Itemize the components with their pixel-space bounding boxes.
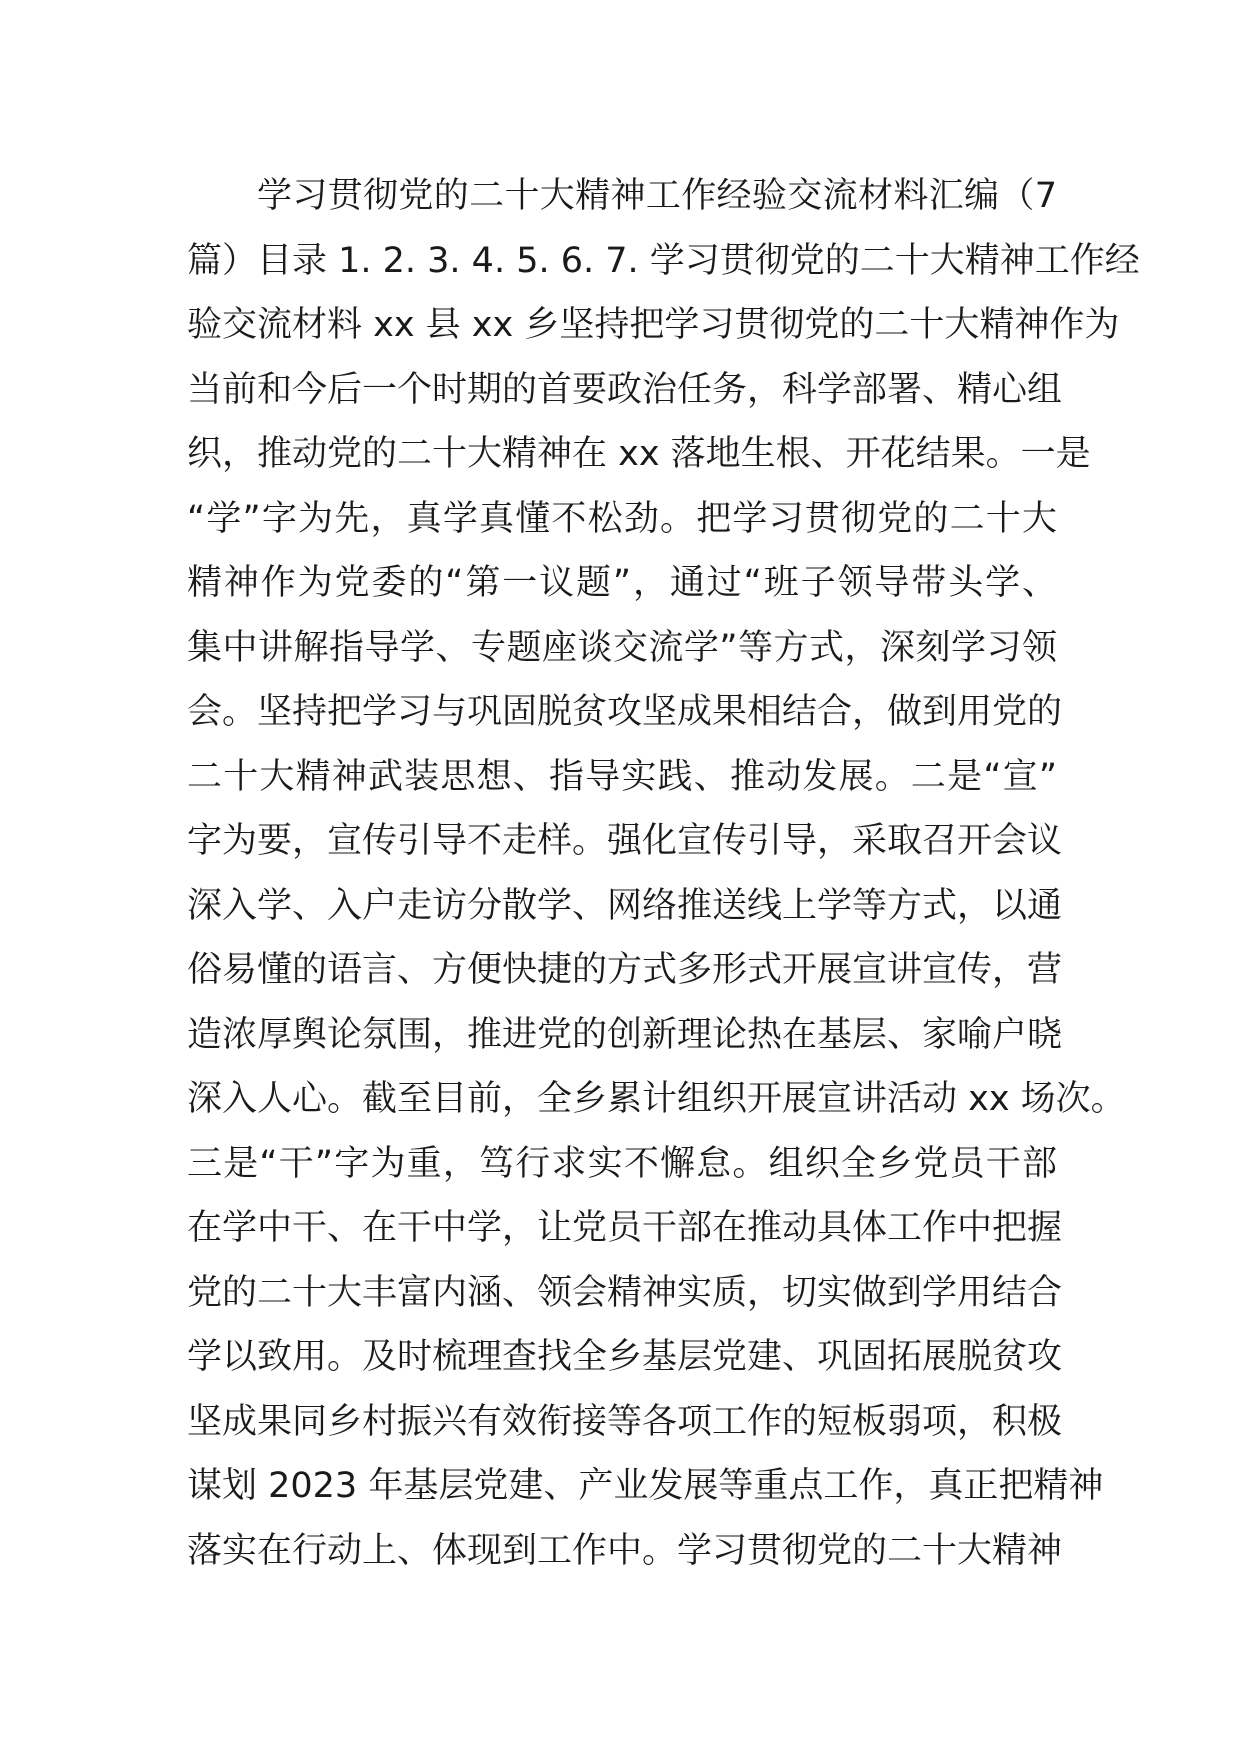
body-paragraph [187, 164, 1140, 1583]
text-line-13: 俗易懂的语言、方便快捷的方式多形式开展宣讲宣传，营 [187, 950, 1063, 990]
text-line-18: 党的二十大丰富内涵、领会精神实质，切实做到学用结合 [187, 1272, 1063, 1313]
text-line-1: 学习贯彻党的二十大精神工作经验交流材料汇编（7 [257, 176, 1057, 216]
text-line-4: 当前和今后一个时期的首要政治任务，科学部署、精心组 [187, 369, 1063, 410]
text-line-20: 坚成果同乡村振兴有效衔接等各项工作的短板弱项，积极 [187, 1401, 1063, 1442]
text-line-8: 集中讲解指导学、专题座谈交流学”等方式，深刻学习领 [187, 627, 1057, 668]
text-line-5: 织，推动党的二十大精神在 xx 落地生根、开花结果。一是 [187, 434, 1091, 474]
text-line-17: 在学中干、在干中学，让党员干部在推动具体工作中把握 [187, 1208, 1063, 1248]
text-line-2: 篇）目录 1. 2. 3. 4. 5. 6. 7. 学习贯彻党的二十大精神工作经 [187, 240, 1140, 281]
text-line-11: 字为要，宣传引导不走样。强化宣传引导，采取召开会议 [187, 821, 1063, 861]
text-line-22: 落实在行动上、体现到工作中。学习贯彻党的二十大精神 [187, 1530, 1063, 1571]
text-line-9: 会。坚持把学习与巩固脱贫攻坚成果相结合，做到用党的 [187, 692, 1063, 732]
text-line-10: 二十大精神武装思想、指导实践、推动发展。二是“宣” [187, 756, 1057, 797]
text-line-19: 学以致用。及时梳理查找全乡基层党建、巩固拓展脱贫攻 [187, 1337, 1063, 1377]
text-line-6: “学”字为先，真学真懂不松劲。把学习贯彻党的二十大 [187, 498, 1057, 539]
text-line-7: 精神作为党委的“第一议题”，通过“班子领导带头学、 [187, 563, 1057, 603]
text-line-3: 验交流材料 xx 县 xx 乡坚持把学习贯彻党的二十大精神作为 [187, 305, 1120, 345]
text-line-15: 深入人心。截至目前，全乡累计组织开展宣讲活动 xx 场次。 [187, 1079, 1126, 1119]
text-line-16: 三是“干”字为重，笃行求实不懈怠。组织全乡党员干部 [187, 1143, 1057, 1184]
text-line-14: 造浓厚舆论氛围，推进党的创新理论热在基层、家喻户晓 [187, 1014, 1063, 1055]
text-line-21: 谋划 2023 年基层党建、产业发展等重点工作，真正把精神 [187, 1466, 1104, 1506]
text-line-12: 深入学、入户走访分散学、网络推送线上学等方式，以通 [187, 885, 1063, 926]
